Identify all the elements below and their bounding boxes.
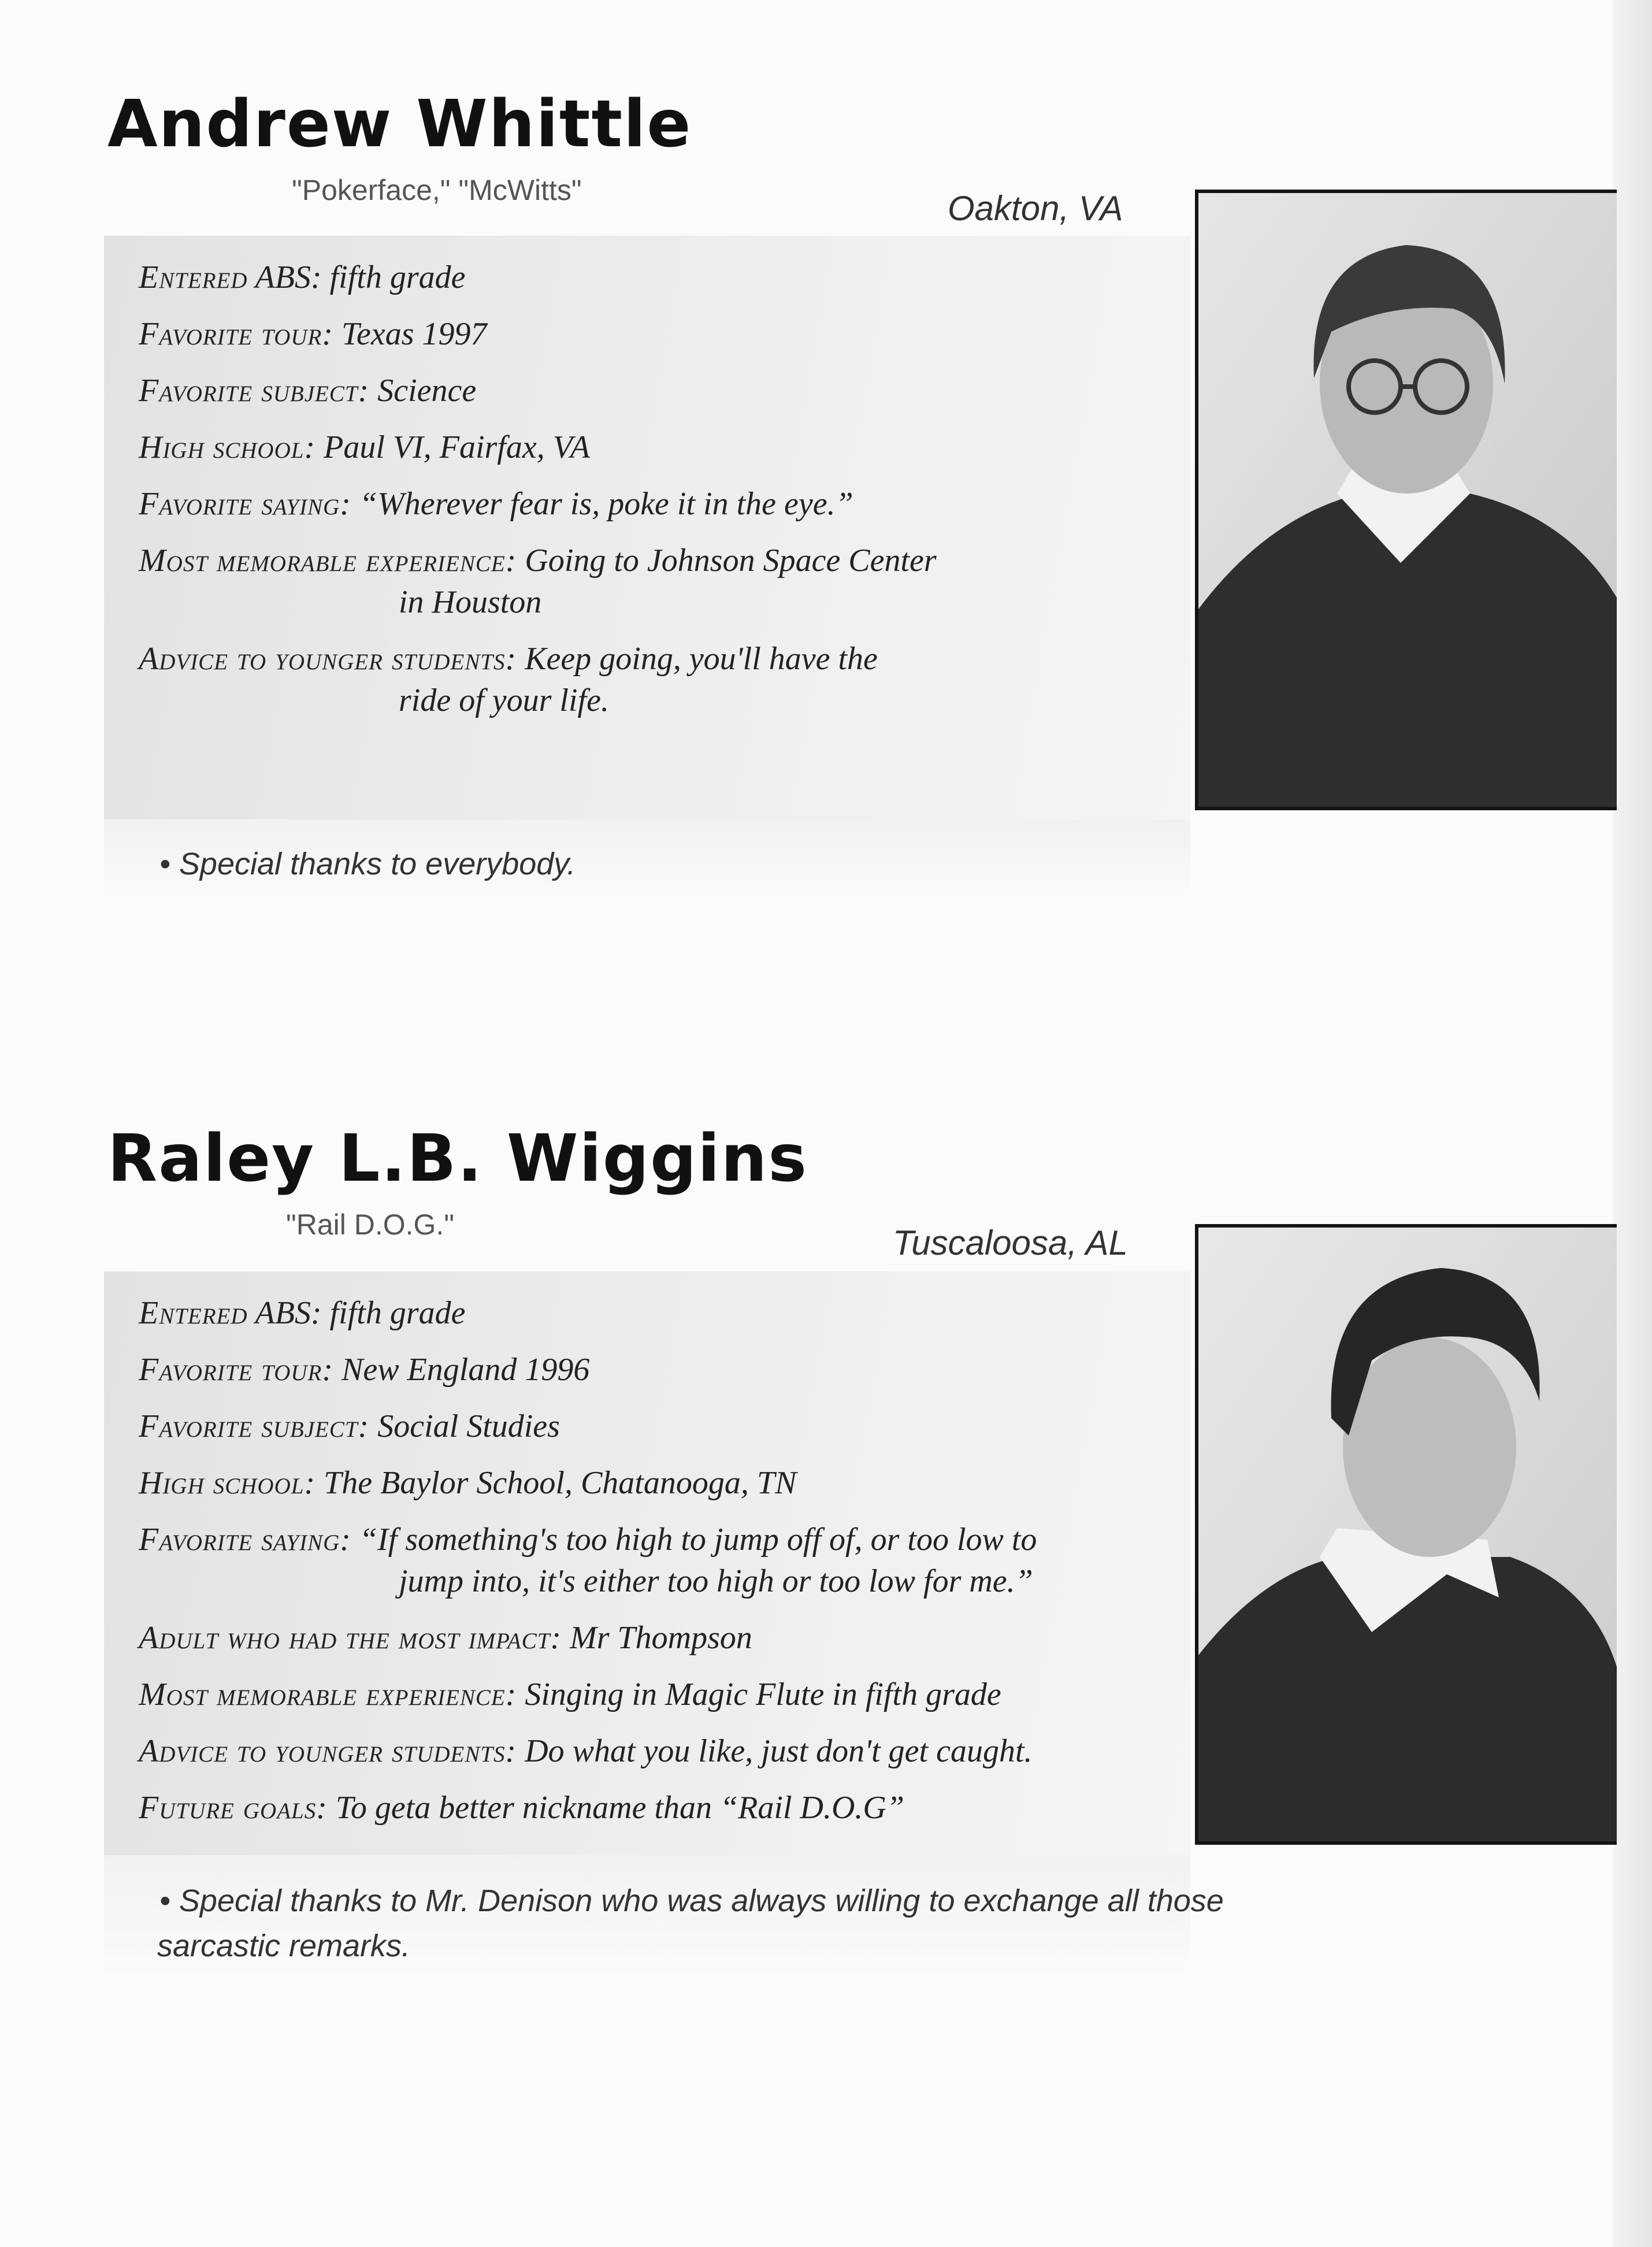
field-value: Do what you like, just don't get caught. [525, 1733, 1033, 1769]
field-label: Advice to younger students: [139, 641, 517, 677]
field-future-goals [139, 1787, 1167, 1829]
portrait-image [1198, 1228, 1617, 1841]
field-favorite-subject [139, 370, 1167, 411]
field-label: Most memorable experience: [139, 543, 517, 579]
field-value: The Baylor School, Chatanooga, TN [324, 1465, 797, 1501]
field-label: Entered [139, 1295, 248, 1331]
profile-fields [139, 246, 1167, 721]
field-high-school [139, 1462, 1167, 1504]
field-value: Texas 1997 [341, 316, 487, 352]
profile-fields [139, 1282, 1167, 1829]
field-value: Singing in Magic Flute in fifth grade [525, 1677, 1001, 1712]
special-thanks: • Special thanks to everybody. [159, 847, 576, 881]
field-advice [139, 1730, 1167, 1772]
field-value: Keep going, you'll have the [525, 641, 878, 677]
field-value-continued: jump into, it's either too high or too low for me.” [399, 1563, 1033, 1599]
field-advice [139, 638, 1167, 721]
field-value: Going to Johnson Space Center [525, 543, 937, 579]
field-label: Favorite tour: [139, 1352, 334, 1388]
field-value: Mr Thompson [570, 1620, 752, 1656]
field-value: Science [377, 373, 477, 409]
field-favorite-saying [139, 483, 1167, 525]
field-label: Favorite saying: [139, 486, 351, 522]
field-value: New England 1996 [341, 1352, 590, 1388]
field-favorite-tour [139, 1349, 1167, 1391]
special-thanks-line-2: sarcastic remarks. [157, 1929, 411, 1963]
field-label: High school: [139, 429, 316, 465]
field-value: Social Studies [377, 1408, 560, 1444]
field-label: Favorite subject: [139, 373, 370, 409]
field-label: Entered [139, 259, 248, 295]
info-panel [104, 236, 1190, 820]
field-label: Favorite subject: [139, 1408, 370, 1444]
field-label: Favorite tour: [139, 316, 334, 352]
field-label: Adult who had the most impact: [139, 1620, 562, 1656]
field-favorite-tour [139, 313, 1167, 355]
field-value: “If something's too high to jump off of, or too low to [359, 1522, 1037, 1558]
student-nickname: "Pokerface," "McWitts" [292, 174, 582, 206]
student-nickname: "Rail D.O.G." [286, 1208, 455, 1241]
field-label: High school: [139, 1465, 316, 1501]
field-memorable-experience [139, 540, 1167, 623]
info-panel [104, 1271, 1190, 1855]
field-adult-impact [139, 1617, 1167, 1659]
field-favorite-saying [139, 1519, 1167, 1602]
field-favorite-subject [139, 1406, 1167, 1447]
field-value: To geta better nickname than “Rail D.O.G” [335, 1790, 904, 1826]
field-label: Most memorable experience: [139, 1677, 517, 1712]
student-name: Raley L.B. Wiggins [107, 1121, 808, 1196]
field-value: “Wherever fear is, poke it in the eye.” [359, 486, 853, 522]
field-memorable-experience [139, 1674, 1167, 1715]
portrait-image [1198, 193, 1617, 807]
student-name: Andrew Whittle [107, 87, 692, 162]
student-photo [1195, 1224, 1617, 1845]
field-entered [139, 257, 1167, 298]
student-hometown: Oakton, VA [948, 189, 1123, 228]
special-thanks-line-1: • Special thanks to Mr. Denison who was always willing to exchange all those [159, 1883, 1224, 1918]
field-label: Future goals: [139, 1790, 328, 1826]
field-label: Favorite saying: [139, 1522, 351, 1558]
field-high-school [139, 427, 1167, 468]
field-entered [139, 1292, 1167, 1334]
page-edge-shadow [1613, 0, 1652, 2247]
student-photo [1195, 190, 1617, 810]
field-value-continued: ride of your life. [399, 683, 609, 718]
field-label: Advice to younger students: [139, 1733, 517, 1769]
student-hometown: Tuscaloosa, AL [893, 1223, 1128, 1262]
special-thanks [159, 1878, 1224, 1968]
field-value: ABS: fifth grade [255, 259, 466, 295]
field-value-continued: in Houston [399, 584, 542, 620]
field-value: ABS: fifth grade [255, 1295, 466, 1331]
field-value: Paul VI, Fairfax, VA [324, 429, 590, 465]
